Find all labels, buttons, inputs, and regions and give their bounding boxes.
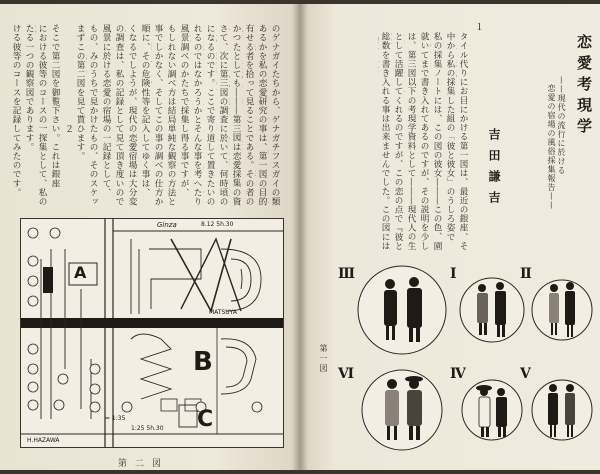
left-text-col-18: における彼等のコースの一探集として、私の: [37, 24, 47, 206]
roman-numeral-4: Ⅳ: [450, 366, 466, 382]
roman-numeral-2: Ⅱ: [520, 266, 532, 282]
left-text-col-11: 順に、その危険性等を記入してゆく事は、: [140, 24, 150, 197]
map-drawing: [21, 219, 283, 447]
map-street-top: Ginza: [157, 221, 177, 229]
left-text-col-17: そこで第二図を御覧下さい。これは銀座: [50, 24, 60, 188]
roman-numeral-5: Ⅴ: [520, 366, 531, 382]
left-text-col-4: かつたとしても―――第三図は恋愛採集の資: [231, 24, 241, 206]
left-text-col-6: になるのです。ここで寄り道して置きたいの: [205, 24, 215, 206]
right-text-col-5: は、第三図以下の考現学資料として―――現代人の生: [406, 32, 416, 251]
left-text-col-12: くなるでしようが、現代の恋愛宿場は大分変: [127, 24, 137, 206]
map-legend: = 1:35: [105, 415, 126, 422]
left-text-col-9: もしれない調べ方は結局単純な観察の方法と: [166, 24, 176, 206]
left-text-col-5: さて、次に第三図の調査に於いて、何時頃の: [218, 24, 228, 206]
article-subtitle-1: ——現代の流行に於ける: [557, 76, 566, 175]
left-text-col-19: たる一つの観察図であります。: [24, 24, 34, 152]
article-title: 恋愛考現学: [575, 34, 593, 139]
left-text-col-7: れるのではなかろうかとそんな事を考へたり: [192, 24, 202, 206]
left-text-col-1: のゲナガイたちから、ゲナガチフスガイの類: [270, 24, 280, 206]
left-text-col-14: 風景に於ける恋愛の宿場の一記録として、: [101, 24, 111, 197]
right-page: [300, 4, 600, 470]
roman-numeral-3: Ⅲ: [338, 266, 356, 282]
left-figure-caption: 第二図: [118, 459, 170, 469]
ginza-course-map: [20, 218, 284, 448]
left-text-col-10: 事でしかなく、そしてこの事の調べの仕方か: [153, 24, 163, 206]
map-label-a: A: [74, 263, 87, 282]
right-text-col-7: 総数を書き入れる事は出来ませんでした。この図には: [380, 32, 390, 251]
map-street-matsuya: MATSUYA: [209, 309, 237, 316]
map-label-b: B: [193, 347, 213, 377]
article-subtitle-2: 恋愛の宿場の風俗採集報告——: [547, 84, 556, 210]
section-number-2: ２: [63, 124, 73, 133]
right-text-col-6: として活躍してくれるのですが、この恋の点で『彼と: [393, 32, 403, 251]
right-text-col-2: 中から私の採集した組の「彼と彼女」のうしろ姿で: [445, 32, 455, 242]
map-label-c: C: [197, 407, 214, 432]
couples-drawing: [340, 262, 596, 452]
left-text-col-15: もの、みのうちで見かけたもの、そのスケッ: [88, 24, 98, 206]
right-text-col-3: 私の採集ノートには、この図の彼女―――この色、園: [432, 32, 442, 251]
left-text-col-13: の調査は、私の記録として見て頂き度いので: [114, 24, 124, 206]
left-text-col-2: あるかを私の恋愛研究の事は、第一図の目的: [257, 24, 267, 206]
left-text-col-8: 風景調べのかたちで採集し得る事ですが、: [179, 24, 189, 197]
right-figure-caption: 第一図: [319, 344, 328, 374]
right-text-col-4: 就いてまで書き入れてあるのですが、その説明を少し: [419, 32, 429, 251]
map-street-left: H.HAZAWA: [27, 437, 60, 444]
roman-numeral-6: Ⅵ: [338, 366, 355, 382]
map-time-bottom: 1:25 5h.30: [131, 425, 164, 432]
section-number-1: １: [473, 22, 483, 31]
map-time-top: 8.12 5h.30: [201, 221, 234, 228]
couples-figure: [340, 262, 596, 452]
roman-numeral-1: Ⅰ: [450, 266, 457, 282]
left-text-col-20: ける彼等のコースを記録してみたのです。: [11, 24, 21, 197]
right-text-col-1: タイル代りにお目にかける第一図は、最近の銀座、そ: [458, 32, 468, 251]
left-page: [0, 4, 300, 470]
book-gutter: [292, 4, 308, 470]
article-author: 吉田謙吉: [487, 128, 501, 212]
left-text-col-16: まずこの第二図を見て貰ひます。: [75, 24, 85, 161]
left-text-col-3: 有せる者を拾って見ることである。その者の: [244, 24, 254, 206]
